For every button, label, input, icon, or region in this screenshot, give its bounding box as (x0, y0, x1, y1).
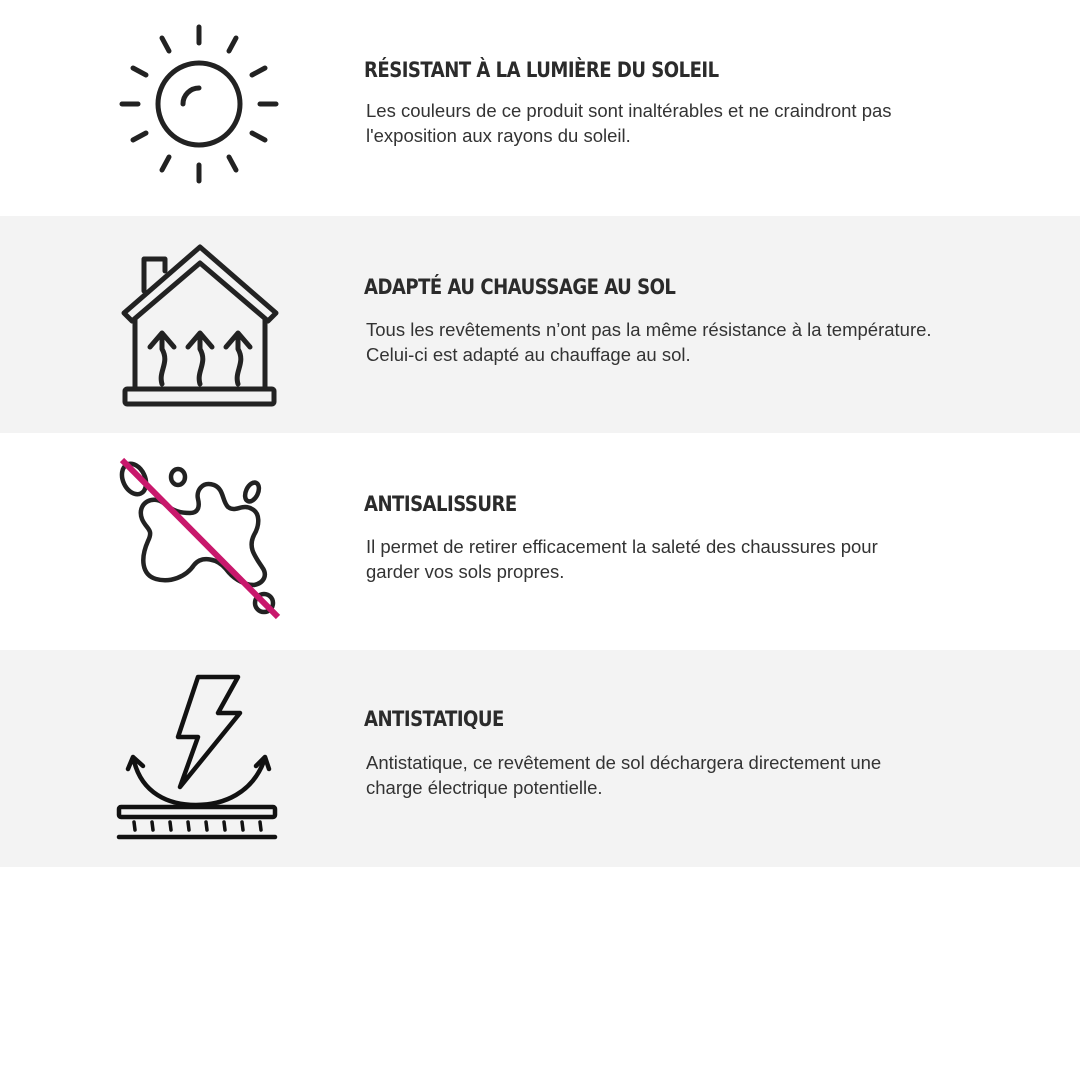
feature-title: ADAPTÉ AU CHAUSSAGE AU SOL (364, 275, 676, 299)
feature-description (366, 534, 986, 584)
strike-line (114, 455, 284, 625)
description-line: Les couleurs de ce produit sont inaltérables et ne craindront pas (366, 100, 892, 121)
sun-icon (114, 19, 284, 189)
description-line: Antistatique, ce revêtement de sol déchargera directement une (366, 752, 882, 773)
feature-row-antisoiling (0, 433, 1080, 650)
description-line: charge électrique potentielle. (366, 777, 603, 798)
feature-description (366, 98, 986, 148)
description-line: l'exposition aux rayons du soleil. (366, 125, 631, 146)
description-line: Tous les revêtements n’ont pas la même résistance à la température. (366, 319, 932, 340)
feature-description (366, 750, 986, 800)
feature-title: RÉSISTANT À LA LUMIÈRE DU SOLEIL (364, 58, 719, 82)
feature-description (366, 317, 986, 367)
no-stain-icon (114, 455, 284, 625)
description-line: garder vos sols propres. (366, 561, 565, 582)
feature-row-antistatic (0, 650, 1080, 867)
antistatic-icon (114, 671, 284, 841)
feature-title: ANTISALISSURE (364, 492, 517, 516)
feature-title: ANTISTATIQUE (364, 707, 504, 731)
feature-row-sun-resistant (0, 0, 1080, 217)
feature-row-floor-heating (0, 216, 1080, 433)
description-line: Celui-ci est adapté au chauffage au sol. (366, 344, 691, 365)
description-line: Il permet de retirer efficacement la saleté des chaussures pour (366, 536, 878, 557)
heated-house-icon (114, 239, 284, 409)
